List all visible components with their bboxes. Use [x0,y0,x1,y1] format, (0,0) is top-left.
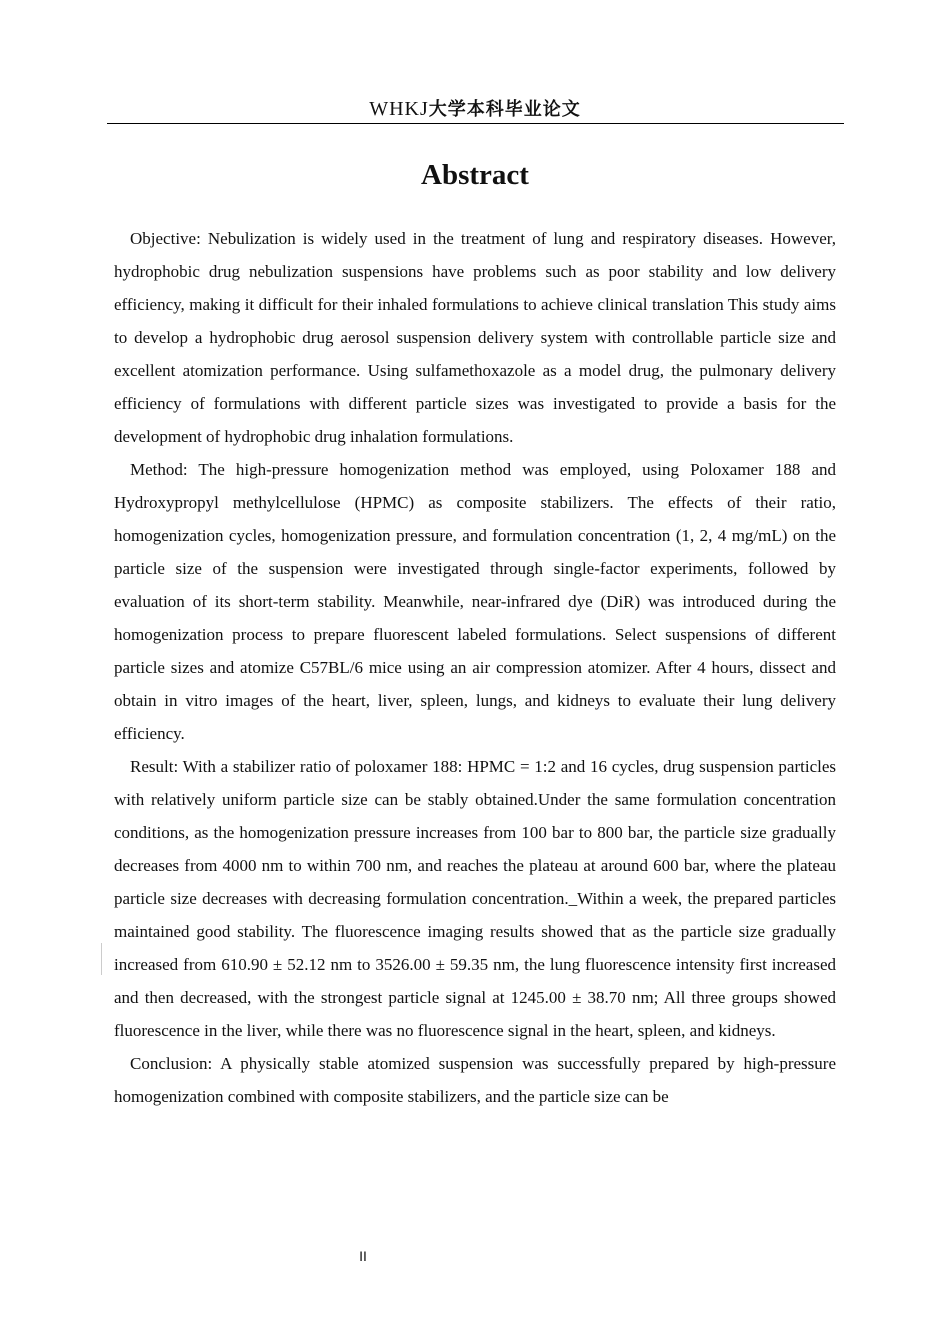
abstract-method-paragraph: Method: The high-pressure homogenization method was employed, using Poloxamer 188 and Hydroxypropyl methylcellulose (HPMC) as composite stabilizers. The effects of their ratio, homogenization cycles, homogenization pressure, and formulation concentration (1, 2, 4 mg/mL) on the particle size of the suspension were investigated through single-factor experiments, followed by evaluation of its short-term stability. Meanwhile, near-infrared dye (DiR) was introduced during the homogenization process to prepare fluorescent labeled formulations. Select suspensions of different particle sizes and atomize C57BL/6 mice using an air compression atomizer. After 4 hours, dissect and obtain in vitro images of the heart, liver, spleen, lungs, and kidneys to evaluate their lung delivery efficiency. [114,460,836,743]
university-code: WHKJ [369,98,429,120]
page-header [0,96,950,123]
abstract-objective-paragraph: Objective: Nebulization is widely used in the treatment of lung and respiratory diseases. However, hydrophobic drug nebulization suspensions have problems such as poor stability and low delivery efficiency, making it difficult for their inhaled formulations to achieve clinical translation This study aims to develop a hydrophobic drug aerosol suspension delivery system with controllable particle size and excellent atomization performance. Using sulfamethoxazole as a model drug, the pulmonary delivery efficiency of formulations with different particle sizes was investigated to provide a basis for the development of hydrophobic drug inhalation formulations. [114,229,836,446]
abstract-result-paragraph: Result: With a stabilizer ratio of poloxamer 188: HPMC = 1:2 and 16 cycles, drug suspension particles with relatively uniform particle size can be stably obtained.Under the same formulation concentration conditions, as the homogenization pressure increases from 100 bar to 800 bar, the particle size gradually decreases from 4000 nm to within 700 nm, and reaches the plateau at around 600 bar, where the plateau particle size decreases with decreasing formulation concentration._Within a week, the prepared particles maintained good stability. The fluorescence imaging results showed that as the particle size gradually increased from 610.90 ± 52.12 nm to 3526.00 ± 59.35 nm, the lung fluorescence intensity first increased and then decreased, with the strongest particle signal at 1245.00 ± 38.70 nm; All three groups showed fluorescence in the liver, while there was no fluorescence signal in the heart, spleen, and kidneys. [114,757,836,1040]
abstract-conclusion-paragraph: Conclusion: A physically stable atomized suspension was successfully prepared by high-pressure homogenization combined with composite stabilizers, and the particle size can be [114,1054,836,1106]
header-divider [107,123,844,124]
abstract-body [114,222,836,1113]
margin-change-bar [101,943,102,975]
page-number: II [359,1248,367,1264]
abstract-title: Abstract [421,159,529,191]
thesis-type-title: 大学本科毕业论文 [428,99,581,120]
